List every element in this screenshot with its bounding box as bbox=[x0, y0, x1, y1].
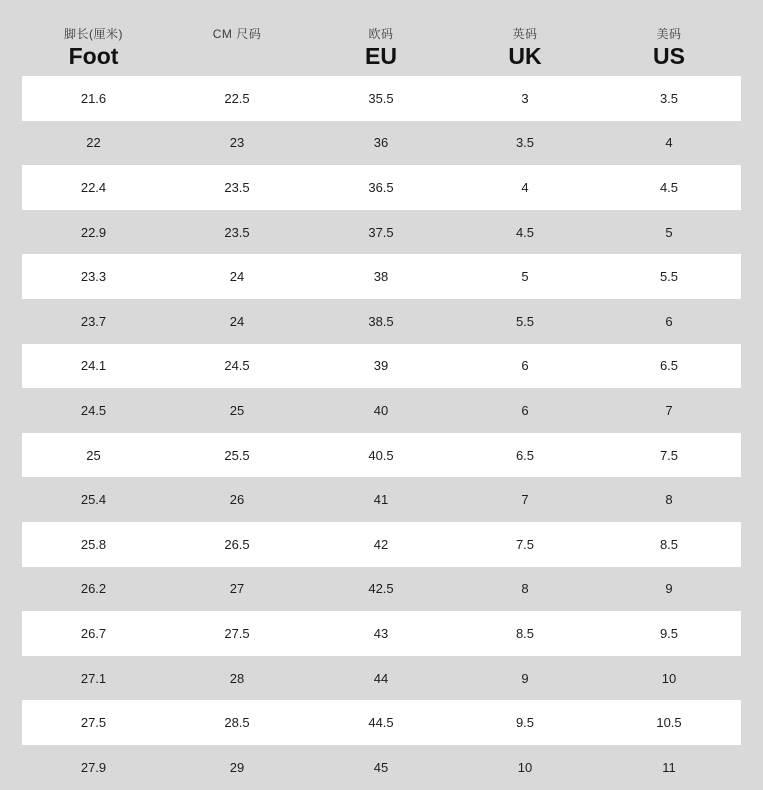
table-row bbox=[22, 656, 741, 701]
table-cell: 5 bbox=[453, 254, 597, 299]
table-cell: 25 bbox=[22, 433, 165, 478]
table-row bbox=[22, 522, 741, 567]
column-header-us bbox=[597, 0, 741, 76]
table-cell: 38 bbox=[309, 254, 453, 299]
table-cell: 23 bbox=[165, 121, 309, 166]
table-cell: 4 bbox=[597, 121, 741, 166]
table-cell: 25.8 bbox=[22, 522, 165, 567]
table-cell: 6 bbox=[453, 388, 597, 433]
table-cell: 5.5 bbox=[453, 299, 597, 344]
table-row bbox=[22, 254, 741, 299]
table-body bbox=[22, 76, 741, 790]
table-row bbox=[22, 477, 741, 522]
table-cell: 25 bbox=[165, 388, 309, 433]
table-cell: 40.5 bbox=[309, 433, 453, 478]
table-cell: 11 bbox=[597, 745, 741, 790]
table-cell: 4.5 bbox=[597, 165, 741, 210]
table-cell: 28.5 bbox=[165, 700, 309, 745]
table-cell: 24.5 bbox=[165, 344, 309, 389]
table-cell: 41 bbox=[309, 477, 453, 522]
table-cell: 22.4 bbox=[22, 165, 165, 210]
table-cell: 10 bbox=[453, 745, 597, 790]
table-row bbox=[22, 344, 741, 389]
table-cell: 22.9 bbox=[22, 210, 165, 255]
column-header-cm bbox=[165, 0, 309, 76]
column-header-foot-en: Foot bbox=[68, 43, 119, 69]
table-cell: 26.7 bbox=[22, 611, 165, 656]
table-cell: 44.5 bbox=[309, 700, 453, 745]
table-cell: 5.5 bbox=[597, 254, 741, 299]
table-cell: 10.5 bbox=[597, 700, 741, 745]
table-cell: 3 bbox=[453, 76, 597, 121]
table-cell: 9.5 bbox=[453, 700, 597, 745]
table-cell: 42.5 bbox=[309, 567, 453, 612]
table-cell: 29 bbox=[165, 745, 309, 790]
table-cell: 24.5 bbox=[22, 388, 165, 433]
size-conversion-table bbox=[22, 0, 741, 790]
table-row bbox=[22, 76, 741, 121]
table-cell: 36 bbox=[309, 121, 453, 166]
table-cell: 43 bbox=[309, 611, 453, 656]
table-cell: 35.5 bbox=[309, 76, 453, 121]
column-header-foot-cn: 脚长(厘米) bbox=[64, 27, 123, 41]
header-row bbox=[22, 0, 741, 76]
table-cell: 24.1 bbox=[22, 344, 165, 389]
column-header-eu-cn: 欧码 bbox=[368, 27, 394, 41]
table-cell: 36.5 bbox=[309, 165, 453, 210]
table-cell: 27 bbox=[165, 567, 309, 612]
table-cell: 9.5 bbox=[597, 611, 741, 656]
table-cell: 27.1 bbox=[22, 656, 165, 701]
table-cell: 4.5 bbox=[453, 210, 597, 255]
table-cell: 24 bbox=[165, 254, 309, 299]
table-cell: 22 bbox=[22, 121, 165, 166]
table-cell: 7.5 bbox=[597, 433, 741, 478]
table-cell: 7 bbox=[597, 388, 741, 433]
table-cell: 5 bbox=[597, 210, 741, 255]
table-cell: 3.5 bbox=[597, 76, 741, 121]
table-cell: 40 bbox=[309, 388, 453, 433]
table-cell: 9 bbox=[453, 656, 597, 701]
table-cell: 23.5 bbox=[165, 210, 309, 255]
table-cell: 45 bbox=[309, 745, 453, 790]
table-cell: 21.6 bbox=[22, 76, 165, 121]
table-row bbox=[22, 165, 741, 210]
table-row bbox=[22, 210, 741, 255]
table-cell: 7.5 bbox=[453, 522, 597, 567]
table-cell: 8 bbox=[597, 477, 741, 522]
table-cell: 6 bbox=[597, 299, 741, 344]
table-row bbox=[22, 700, 741, 745]
table-cell: 26.2 bbox=[22, 567, 165, 612]
table-cell: 38.5 bbox=[309, 299, 453, 344]
table-cell: 28 bbox=[165, 656, 309, 701]
table-cell: 6.5 bbox=[453, 433, 597, 478]
column-header-eu-en: EU bbox=[365, 43, 397, 69]
table-cell: 44 bbox=[309, 656, 453, 701]
table-cell: 37.5 bbox=[309, 210, 453, 255]
table-cell: 4 bbox=[453, 165, 597, 210]
table-cell: 10 bbox=[597, 656, 741, 701]
table-cell: 25.5 bbox=[165, 433, 309, 478]
table-cell: 27.9 bbox=[22, 745, 165, 790]
column-header-us-cn: 美码 bbox=[656, 27, 682, 41]
table-cell: 26 bbox=[165, 477, 309, 522]
table-cell: 9 bbox=[597, 567, 741, 612]
table-row bbox=[22, 611, 741, 656]
table-cell: 26.5 bbox=[165, 522, 309, 567]
table-cell: 27.5 bbox=[22, 700, 165, 745]
table-cell: 23.3 bbox=[22, 254, 165, 299]
column-header-cm-cn: CM 尺码 bbox=[212, 27, 262, 41]
table-cell: 3.5 bbox=[453, 121, 597, 166]
column-header-foot bbox=[22, 0, 165, 76]
table-cell: 7 bbox=[453, 477, 597, 522]
table-cell: 27.5 bbox=[165, 611, 309, 656]
column-header-uk bbox=[453, 0, 597, 76]
table-header bbox=[22, 0, 741, 76]
table-row bbox=[22, 567, 741, 612]
table-cell: 42 bbox=[309, 522, 453, 567]
column-header-uk-en: UK bbox=[508, 43, 542, 69]
table-cell: 8.5 bbox=[597, 522, 741, 567]
column-header-uk-cn: 英码 bbox=[512, 27, 538, 41]
table-cell: 24 bbox=[165, 299, 309, 344]
table-cell: 6 bbox=[453, 344, 597, 389]
table-row bbox=[22, 388, 741, 433]
table-cell: 8.5 bbox=[453, 611, 597, 656]
table-row bbox=[22, 121, 741, 166]
column-header-eu bbox=[309, 0, 453, 76]
table-cell: 39 bbox=[309, 344, 453, 389]
table-cell: 22.5 bbox=[165, 76, 309, 121]
column-header-us-en: US bbox=[653, 43, 685, 69]
table-row bbox=[22, 433, 741, 478]
table-cell: 23.7 bbox=[22, 299, 165, 344]
table-row bbox=[22, 299, 741, 344]
table-cell: 25.4 bbox=[22, 477, 165, 522]
table-row bbox=[22, 745, 741, 790]
table-cell: 6.5 bbox=[597, 344, 741, 389]
table-cell: 8 bbox=[453, 567, 597, 612]
table-cell: 23.5 bbox=[165, 165, 309, 210]
